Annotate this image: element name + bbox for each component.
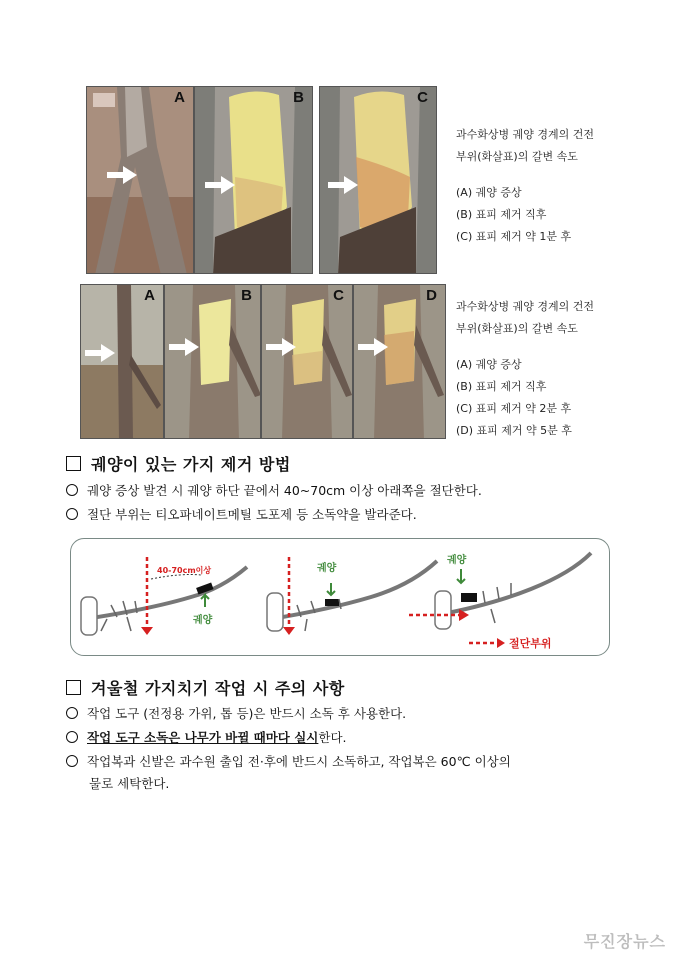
panel-label: B [293,89,304,106]
caption-title: 부위(화살표)의 갈변 속도 [456,150,578,163]
bullet-text-emphasis: 작업 도구 소독은 나무가 바뀔 때마다 실시 [87,730,319,745]
caption-item: (C) 표피 제거 약 2분 후 [456,402,572,415]
section-title: 궤양이 있는 가지 제거 방법 [91,455,291,474]
arrow-icon [203,175,237,195]
photo-panel-2c [261,284,353,439]
caption-item: (A) 궤양 증상 [456,186,522,199]
panel-label: A [144,287,155,304]
figure-caption-1 [456,124,636,248]
bullet-item [66,751,626,795]
bullet-text: 물로 세탁한다. [89,776,170,791]
panel-label: C [417,89,428,106]
panel-label: B [241,287,252,304]
arrow-icon [356,337,390,357]
circle-bullet-icon [66,755,78,767]
bullet-item [66,504,626,526]
section-heading-winter-pruning [66,676,345,699]
section-title: 겨울철 가지치기 작업 시 주의 사항 [91,679,345,698]
canker-label: 궤양 [447,555,467,566]
checkbox-square-icon [66,680,81,695]
caption-title: 과수화상병 궤양 경계의 건전 [456,300,595,313]
photo-panel-1c [319,86,437,274]
bullet-item [66,480,626,502]
cutting-diagram [70,538,610,656]
diagram-stage-3 [409,553,591,648]
bullet-text: 궤양 증상 발견 시 궤양 하단 끝에서 40~70cm 이상 아래쪽을 절단한다. [87,483,482,498]
arrow-icon [264,337,298,357]
canker-label: 궤양 [317,563,337,574]
branch-photo [262,285,353,439]
arrow-icon [83,343,117,363]
photo-panel-1b [194,86,313,274]
caption-item: (B) 표피 제거 직후 [456,380,547,393]
panel-label: A [174,89,185,106]
caption-item: (C) 표피 제거 약 1분 후 [456,230,572,243]
photo-panel-2b [164,284,261,439]
watermark: 무진장뉴스 [583,932,666,951]
section-heading-branch-removal [66,452,291,475]
caption-item: (D) 표피 제거 약 5분 후 [456,424,572,437]
photo-panel-2a [80,284,164,439]
bullet-text: 한다. [318,730,347,745]
diagram-stage-2 [267,557,437,635]
arrow-icon [167,337,201,357]
checkbox-square-icon [66,456,81,471]
canker-label: 궤양 [193,615,213,626]
circle-bullet-icon [66,484,78,496]
figure-caption-2 [456,296,636,442]
panel-label: D [426,287,437,304]
panel-label: C [333,287,344,304]
bullet-text: 작업복과 신발은 과수원 출입 전·후에 반드시 소독하고, 작업복은 60℃ 이상의 [87,754,511,769]
bullet-item [66,727,626,749]
distance-label: 40-70cm이상 [157,566,212,575]
branch-photo [165,285,261,439]
circle-bullet-icon [66,707,78,719]
arrow-icon [105,165,139,185]
photo-panel-1a [86,86,194,274]
caption-item: (B) 표피 제거 직후 [456,208,547,221]
bullet-text: 절단 부위는 티오파네이트메틸 도포제 등 소독약을 발라준다. [87,507,417,522]
caption-title: 부위(화살표)의 갈변 속도 [456,322,578,335]
circle-bullet-icon [66,508,78,520]
branch-photo [87,87,194,274]
bullet-item [66,703,626,725]
branch-photo [354,285,446,439]
caption-item: (A) 궤양 증상 [456,358,522,371]
photo-panel-2d [353,284,446,439]
circle-bullet-icon [66,731,78,743]
bullet-text: 작업 도구 (전정용 가위, 톱 등)은 반드시 소독 후 사용한다. [87,706,407,721]
legend-cut-label: 절단부위 [509,637,552,650]
caption-title: 과수화상병 궤양 경계의 건전 [456,128,595,141]
arrow-icon [326,175,360,195]
